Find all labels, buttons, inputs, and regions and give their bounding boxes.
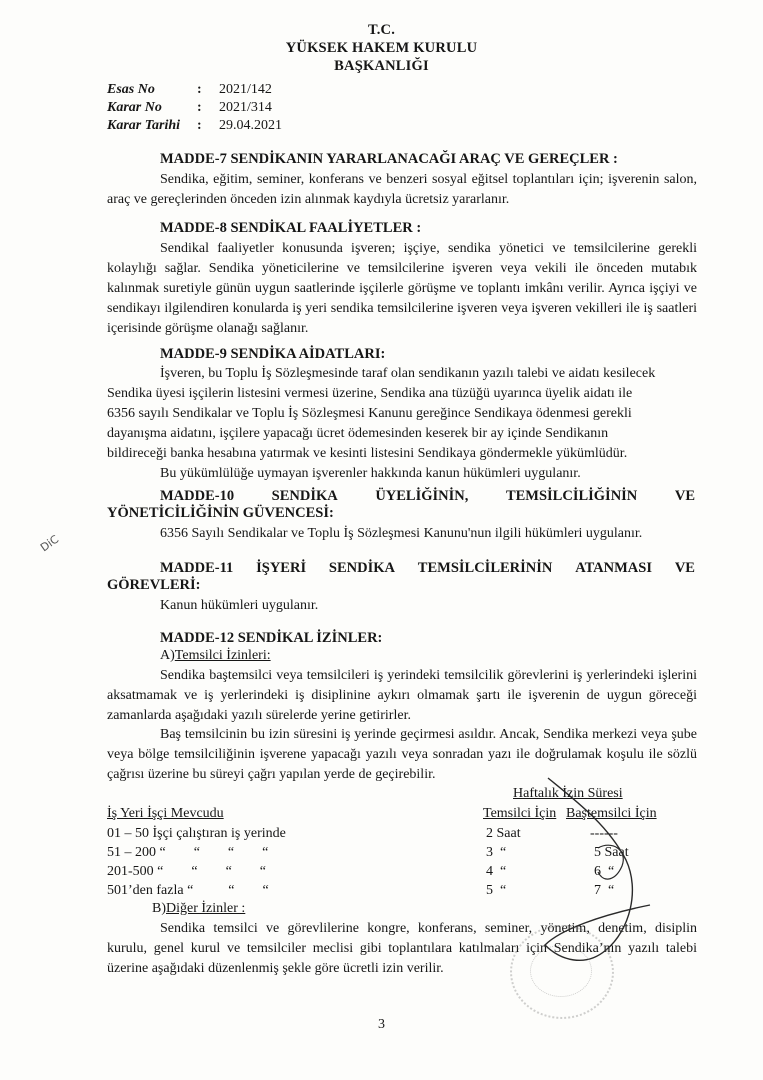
table-row-1-c3: ------ bbox=[590, 826, 618, 841]
article-12-text-b: Sendika temsilci ve görevlilerine kongre, konferans, seminer, yönetim, denetim, disiplin kurulu, genel kurul ve temsilciler meclisi gibi toplantılara katılmaları için Sendika’nın yazılı talebi üzerine aşağıdaki düzenlenmiş şekle göre ücretli izin verilir. bbox=[107, 921, 697, 976]
meta-value: 2021/314 bbox=[219, 100, 272, 115]
table-row-2-c1: 51 – 200 “ “ “ “ bbox=[107, 845, 269, 860]
title-word: ÜYELİĞİNİN, bbox=[375, 488, 469, 504]
table-row-3-c3: 6 “ bbox=[594, 864, 615, 879]
table-row-4-c3: 7 “ bbox=[594, 883, 615, 898]
title-word: VE bbox=[674, 560, 695, 576]
article-10-text: 6356 Sayılı Sendikalar ve Toplu İş Sözleşmesi Kanunu'nun ilgili hükümleri uygulanır. bbox=[160, 526, 643, 541]
header-line-tc: T.C. bbox=[367, 22, 396, 38]
article-12-text-a2: Baş temsilcinin bu izin süresini iş yerinde geçirmesi asıldır. Ancak, Sendika merkezi veya şube veya bölge temsilciliğinin işverene yapacağı yazılı veya sonradan yazı ile doğrulamak koşulu ile sözlü çağrısı üzerine bu süreyi çağrı yapılan yerde de geçirebilir. bbox=[107, 727, 697, 782]
meta-colon: : bbox=[197, 82, 202, 97]
page-number: 3 bbox=[378, 1017, 385, 1032]
article-7-text: Sendika, eğitim, seminer, konferans ve benzeri sosyal eğitsel toplantıları için; işverenin salon, araç ve gereçlerinden önceden izin alınmak kaydıyla ücretsiz yararlanır. bbox=[107, 172, 697, 207]
article-9-line: İşveren, bu Toplu İş Sözleşmesinde taraf olan sendikanın yazılı talebi ve aidatı kesilecek bbox=[160, 366, 656, 381]
article-11-text: Kanun hükümleri uygulanır. bbox=[160, 598, 319, 613]
margin-initials: DiC bbox=[38, 532, 62, 555]
article-12-text-a1: Sendika baştemsilci veya temsilcileri iş yerindeki temsilcilik görevlerini iş yerlerindeki işlerini aksatmamak ve iş yerlerindeki iş disiplinine aykırı olmamak şartı ile işverenin de uygun göreceği zamanlarda aşağıdaki yazılı sürelerde yerine getirirler. bbox=[107, 668, 697, 723]
meta-colon: : bbox=[197, 118, 202, 133]
table-row-2-c3: 5 Saat bbox=[594, 845, 629, 860]
table-col-representative: Temsilci İçin bbox=[483, 806, 557, 821]
table-row-3-c2: 4 “ bbox=[486, 864, 507, 879]
table-col-workplace: İş Yeri İşçi Mevcudu bbox=[107, 806, 224, 821]
table-group-header: Haftalık İzin Süresi bbox=[513, 786, 623, 801]
article-11-title-cont: GÖREVLERİ: bbox=[107, 577, 201, 593]
meta-key: Esas No bbox=[107, 82, 155, 97]
table-row-4-c2: 5 “ bbox=[486, 883, 507, 898]
header-line-presidency: BAŞKANLIĞI bbox=[334, 58, 429, 74]
article-10-title-cont: YÖNETİCİLİĞİNİN GÜVENCESİ: bbox=[107, 505, 334, 521]
title-word: MADDE-11 bbox=[160, 560, 234, 576]
meta-key: Karar No bbox=[107, 100, 162, 115]
article-8-title: MADDE-8 SENDİKAL FAALİYETLER : bbox=[160, 220, 422, 236]
meta-value: 29.04.2021 bbox=[219, 118, 282, 133]
header-line-institution: YÜKSEK HAKEM KURULU bbox=[285, 40, 478, 56]
sub-a-label: Temsilci İzinleri: bbox=[174, 648, 271, 663]
title-word: VE bbox=[674, 488, 695, 504]
title-word: TEMSİLCİLERİNİN bbox=[417, 560, 553, 576]
table-row-2-c2: 3 “ bbox=[486, 845, 507, 860]
sub-b-label: Diğer İzinler : bbox=[166, 901, 246, 916]
meta-key: Karar Tarihi bbox=[107, 118, 181, 133]
table-row-3-c1: 201-500 “ “ “ “ bbox=[107, 864, 267, 879]
article-7-title: MADDE-7 SENDİKANIN YARARLANACAĞI ARAÇ VE GEREÇLER : bbox=[160, 151, 618, 167]
article-9-line: Sendika üyesi işçilerin listesini vermesi üzerine, Sendika ana tüzüğü uyarınca üyelik aidatı ile bbox=[107, 386, 633, 401]
meta-colon: : bbox=[197, 100, 202, 115]
title-word: ATANMASI bbox=[575, 560, 652, 576]
table-row-1-c1: 01 – 50 İşçi çalıştıran iş yerinde bbox=[107, 826, 286, 841]
table-row-1-c2: 2 Saat bbox=[486, 826, 521, 841]
title-word: SENDİKA bbox=[328, 560, 395, 576]
article-8-text: Sendikal faaliyetler konusunda işveren; işçiye, sendika yönetici ve temsilcilerine gerekli kolaylığı sağlar. Sendika yöneticilerine ve temsilcilerine işveren veya vekili ile önceden mutabık kalınmak suretiyle günün uygun saatlerinde işçilerle görüşme ve toplantı imkânı verilir. Ayrıca işçiyi ve sendikayı ilgilendiren konularda iş yeri sendika temsilcilerine işveren veya işveren vekilleri ile iş saatleri içerisinde görüşme olanağı sağlanır. bbox=[107, 241, 697, 336]
sub-a-prefix: A) bbox=[160, 648, 175, 663]
article-9-line: dayanışma aidatını, işçilere yapacağı ücret ödemesinden keserek bir ay içinde Sendikanın bbox=[107, 426, 609, 441]
article-12-title: MADDE-12 SENDİKAL İZİNLER: bbox=[160, 630, 383, 646]
official-stamp-inner-icon bbox=[530, 945, 592, 997]
title-word: MADDE-10 bbox=[160, 488, 235, 504]
meta-value: 2021/142 bbox=[219, 82, 272, 97]
article-9-text2: Bu yükümlülüğe uymayan işverenler hakkında kanun hükümleri uygulanır. bbox=[160, 466, 581, 481]
title-word: TEMSİLCİLİĞİNİN bbox=[505, 488, 638, 504]
title-word: İŞYERİ bbox=[256, 560, 307, 576]
article-9-title: MADDE-9 SENDİKA AİDATLARI: bbox=[160, 346, 386, 362]
table-col-head-representative: Baştemsilci İçin bbox=[566, 806, 657, 821]
title-word: SENDİKA bbox=[271, 488, 338, 504]
table-row-4-c1: 501’den fazla “ “ “ bbox=[107, 883, 269, 898]
article-9-line: 6356 sayılı Sendikalar ve Toplu İş Sözleşmesi Kanunu gereğince Sendikaya ödenmesi gerekli bbox=[107, 406, 632, 421]
article-9-line: bildireceği banka hesabına yatırmak ve kesinti listesini Sendikaya göndermekle yükümlüdür. bbox=[107, 446, 628, 461]
sub-b-prefix: B) bbox=[152, 901, 166, 916]
